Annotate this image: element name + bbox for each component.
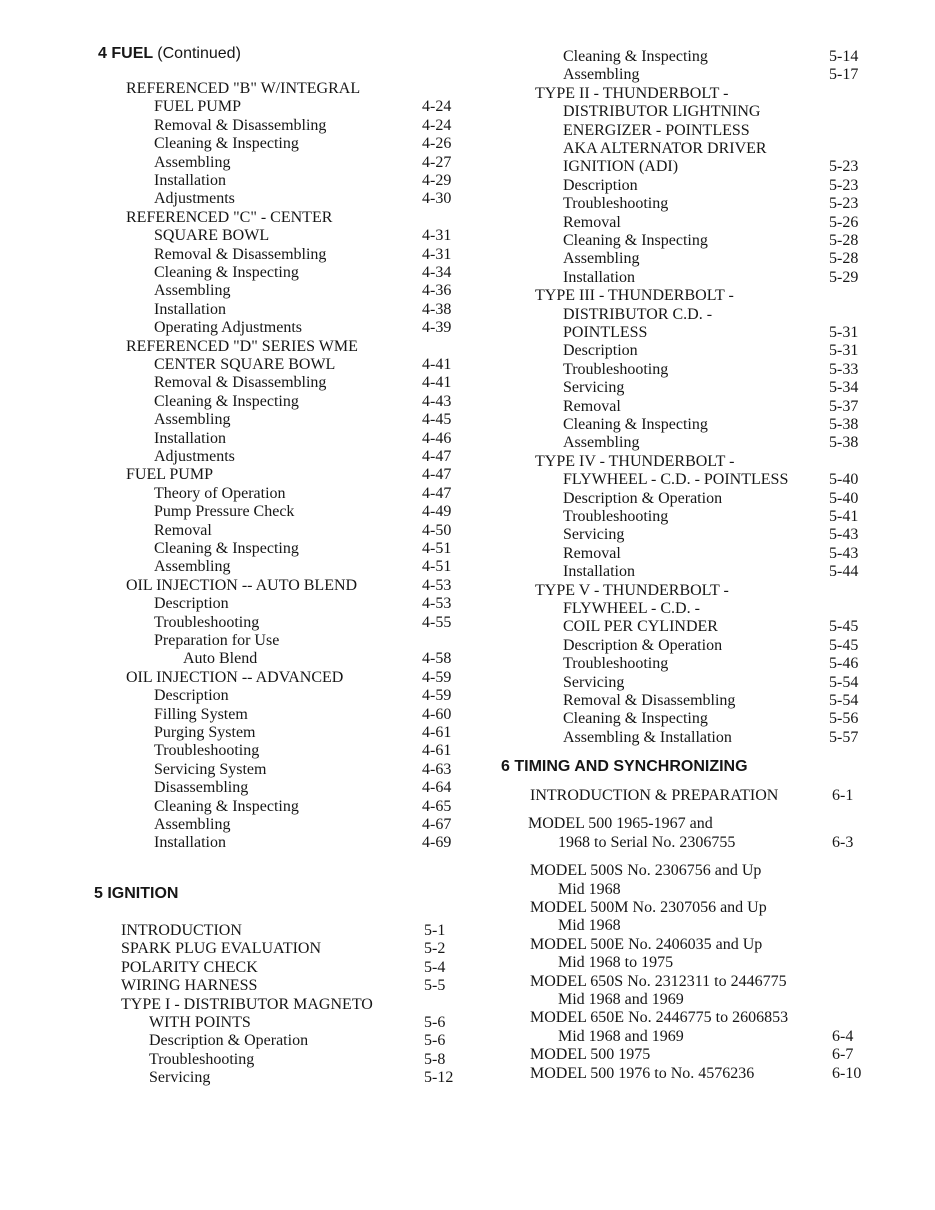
section-number: 4 [98,45,107,62]
toc-entry-text: AKA ALTERNATOR DRIVER [563,140,767,157]
toc-entry-text: Description [154,687,229,705]
toc-entry-page: 5-23 [829,195,859,213]
section-heading-timing [501,758,748,776]
toc-entry-text: Installation [154,172,226,189]
toc-entry-text: Description [154,595,229,613]
toc-entry-page: 5-4 [424,958,446,976]
toc-entry-page: 5-57 [829,728,859,746]
toc-entry-text: TYPE V - THUNDERBOLT - [535,581,729,599]
toc-entry-page: 4-45 [422,411,452,429]
toc-entry-text: INTRODUCTION & PREPARATION [530,787,779,804]
toc-entry-page: 4-31 [422,245,452,263]
toc-entry-text: Removal [563,397,621,415]
toc-entry-page: 4-61 [422,742,452,760]
toc-entry-text: Assembling [154,816,231,833]
toc-entry-text: Cleaning & Inspecting [154,135,299,153]
toc-entry-text: SQUARE BOWL [154,227,270,245]
toc-entry-text: MODEL 500 1976 to No. 4576236 [530,1064,755,1082]
toc-entry-text: Adjustments [154,190,235,208]
toc-entry-page: 5-43 [829,526,859,544]
toc-entry-page: 4-30 [422,190,452,208]
toc-entry-text: Troubleshooting [563,655,669,673]
toc-entry-text: Servicing [149,1069,211,1087]
toc-entry-page: 4-47 [422,448,452,465]
toc-entry-text: OIL INJECTION -- AUTO BLEND [126,576,358,594]
toc-entry-text: Installation [154,429,226,447]
toc-entry-text: MODEL 650S No. 2312311 to 2446775 [530,972,787,990]
toc-entry-page: 5-29 [829,268,859,286]
section-title: IGNITION [107,885,179,902]
toc-entry-page: 4-61 [422,724,452,741]
toc-entry-page: 4-53 [422,595,452,613]
section-continued-note: (Continued) [157,45,241,62]
toc-entry-page: 5-34 [829,379,859,397]
toc-entry-text: ENERGIZER - POINTLESS [563,121,750,139]
toc-entry-page: 5-17 [829,66,859,84]
section-number: 6 [501,758,510,775]
toc-entry-page: 4-60 [422,705,452,723]
toc-entry-text: MODEL 500M No. 2307056 and Up [530,899,767,916]
toc-entry-text: Removal [563,544,621,562]
toc-entry-page: 5-38 [829,416,859,433]
toc-entry-text: Removal [154,521,212,539]
toc-entry-page: 5-40 [829,471,859,489]
toc-entry-page: 4-53 [422,576,452,594]
toc-entry-page: 5-38 [829,434,859,452]
toc-entry-page: 4-41 [422,374,452,392]
toc-entry-text: TYPE I - DISTRIBUTOR MAGNETO [121,995,373,1013]
toc-entry-text: TYPE III - THUNDERBOLT - [535,287,734,305]
toc-entry-page: 4-69 [422,834,452,852]
toc-entry-text: Purging System [154,724,256,741]
toc-entry-text: Installation [563,268,635,286]
toc-entry-page: 4-39 [422,319,452,337]
toc-entry-page: 4-59 [422,687,452,705]
toc-entry-page: 5-28 [829,250,859,268]
toc-entry-text: MODEL 500 1975 [530,1046,651,1064]
toc-entry-page: 5-5 [424,977,446,995]
toc-entry-page: 5-46 [829,655,859,673]
toc-entry-page: 5-23 [829,176,859,194]
toc-entry-text: Assembling [563,66,640,84]
toc-entry-text: Cleaning & Inspecting [154,264,299,281]
toc-entry-text: Description & Operation [563,489,723,507]
toc-entry-text: Mid 1968 [558,917,621,935]
toc-entry-text: CENTER SQUARE BOWL [154,356,336,373]
toc-entry-page: 4-34 [422,264,452,281]
toc-entry-text: Troubleshooting [563,360,669,378]
toc-entry-text: Description [563,176,638,194]
toc-entry-page: 5-54 [829,692,859,709]
toc-entry-page: 5-14 [829,48,859,65]
toc-entry-page: 4-49 [422,503,452,521]
toc-entry-page: 5-56 [829,710,859,728]
toc-entry-text: REFERENCED "D" SERIES WME [126,337,358,355]
toc-entry-text: Description & Operation [563,636,723,654]
toc-entry-page: 5-44 [829,563,859,581]
toc-entry-page: 4-47 [422,466,452,484]
toc-entry-text: FLYWHEEL - C.D. - POINTLESS [563,471,789,489]
toc-entry-text: Operating Adjustments [154,319,302,337]
toc-entry-page: 4-51 [422,558,452,576]
toc-entry-text: Servicing [563,526,625,544]
toc-entry-text: Cleaning & Inspecting [563,710,708,728]
toc-entry-text: Installation [154,300,226,318]
toc-entry-page: 6-4 [832,1027,854,1045]
toc-entry-text: DISTRIBUTOR C.D. - [563,305,713,323]
toc-entry-text: 1968 to Serial No. 2306755 [558,833,736,851]
toc-entry-text: Adjustments [154,448,235,465]
toc-entry-text: Description & Operation [149,1032,309,1050]
toc-entry-text: Mid 1968 and 1969 [558,1027,684,1045]
toc-entry-page: 4-63 [422,760,452,778]
toc-entry-page: 4-51 [422,540,452,557]
toc-entry-text: IGNITION (ADI) [563,158,679,176]
section-title: TIMING AND SYNCHRONIZING [514,758,748,775]
toc-entry-page: 5-37 [829,397,859,415]
toc-entry-text: OIL INJECTION -- ADVANCED [126,668,344,686]
toc-entry-text: Troubleshooting [563,195,669,213]
toc-entry-page: 5-28 [829,232,859,249]
toc-entry-page: 6-1 [832,787,854,804]
toc-entry-text: TYPE IV - THUNDERBOLT - [535,452,735,470]
toc-entry-text: FUEL PUMP [154,98,241,116]
toc-entry-text: Assembling [563,434,640,452]
toc-entry-page: 5-40 [829,489,859,507]
section-heading-fuel [98,45,241,63]
toc-entry-page: 6-3 [832,833,854,851]
toc-entry-page: 5-54 [829,673,859,691]
toc-entry-text: Cleaning & Inspecting [563,48,708,65]
toc-entry-page: 5-45 [829,636,859,654]
toc-entry-text: Cleaning & Inspecting [563,232,708,249]
section-title: FUEL [111,45,153,62]
toc-entry-text: WIRING HARNESS [121,977,258,995]
toc-entry-text: Removal & Disassembling [154,116,327,134]
toc-entry-text: INTRODUCTION [121,922,242,939]
toc-entry-text: Troubleshooting [154,613,260,631]
toc-entry-text: Troubleshooting [149,1050,255,1068]
toc-entry-text: Cleaning & Inspecting [154,540,299,557]
toc-entry-text: Description [563,342,638,360]
toc-entry-text: Mid 1968 to 1975 [558,954,674,972]
toc-entry-text: REFERENCED "B" W/INTEGRAL [126,80,361,97]
toc-entry-text: POLARITY CHECK [121,958,258,976]
toc-entry-page: 5-2 [424,940,446,958]
toc-entry-page: 4-67 [422,816,452,833]
toc-entry-page: 5-43 [829,544,859,562]
toc-entry-text: FUEL PUMP [126,466,213,484]
toc-entry-page: 5-31 [829,342,859,360]
toc-entry-text: MODEL 500 1965-1967 and [528,815,713,833]
toc-entry-text: Cleaning & Inspecting [563,416,708,433]
toc-entry-text: TYPE II - THUNDERBOLT - [535,84,729,102]
toc-entry-text: Assembling [154,411,231,429]
toc-entry-text: Troubleshooting [563,508,669,525]
toc-entry-page: 4-26 [422,135,452,153]
toc-entry-page: 4-24 [422,116,452,134]
toc-entry-page: 4-24 [422,98,452,116]
toc-entry-page: 5-45 [829,618,859,636]
toc-entry-text: Mid 1968 and 1969 [558,991,684,1008]
toc-entry-text: Cleaning & Inspecting [154,797,299,815]
section-number: 5 [94,885,103,902]
toc-entry-page: 5-6 [424,1014,446,1031]
toc-entry-page: 4-58 [422,650,452,668]
toc-entry-page: 5-8 [424,1050,446,1068]
toc-entry-text: WITH POINTS [149,1014,251,1031]
section-heading-ignition [94,885,178,903]
toc-entry-text: MODEL 650E No. 2446775 to 2606853 [530,1009,789,1027]
toc-entry-page: 4-59 [422,668,452,686]
toc-entry-page: 4-50 [422,521,452,539]
toc-entry-page: 4-27 [422,153,452,171]
toc-entry-page: 6-7 [832,1046,854,1064]
toc-entry-text: POINTLESS [563,324,648,341]
toc-entry-page: 5-6 [424,1032,446,1050]
toc-entry-text: Assembling [154,558,231,576]
toc-entry-text: Removal & Disassembling [563,692,736,709]
toc-entry-text: MODEL 500E No. 2406035 and Up [530,935,763,953]
toc-entry-page: 4-29 [422,172,452,189]
toc-entry-page: 4-43 [422,392,452,410]
toc-entry-text: Removal & Disassembling [154,245,327,263]
toc-entry-page: 5-31 [829,324,859,341]
toc-entry-text: Filling System [154,705,248,723]
toc-entry-page: 4-55 [422,613,452,631]
toc-entry-text: Removal [563,213,621,231]
toc-entry-text: Troubleshooting [154,742,260,760]
toc-entry-text: Pump Pressure Check [154,503,295,521]
toc-entry-page: 5-12 [424,1069,454,1087]
toc-entry-text: MODEL 500S No. 2306756 and Up [530,862,762,880]
toc-entry-text: Theory of Operation [154,484,286,502]
toc-entry-page: 5-33 [829,360,859,378]
toc-entry-page: 4-65 [422,797,452,815]
toc-entry-text: Assembling [154,153,231,171]
toc-entry-page: 4-36 [422,282,452,300]
toc-entry-page: 4-31 [422,227,452,245]
toc-entry-text: COIL PER CYLINDER [563,618,718,636]
toc-entry-text: SPARK PLUG EVALUATION [121,940,322,958]
toc-entry-page: 4-41 [422,356,452,373]
toc-entry-text: Installation [154,834,226,852]
toc-entry-text: FLYWHEEL - C.D. - [563,600,700,617]
toc-entry-text: Servicing [563,673,625,691]
toc-entry-page: 4-64 [422,779,452,797]
toc-entry-page: 5-1 [424,922,446,939]
toc-entry-text: DISTRIBUTOR LIGHTNING [563,103,761,121]
toc-entry-page: 5-26 [829,213,859,231]
toc-entry-text: Preparation for Use [154,632,280,649]
toc-entry-text: Servicing System [154,760,267,778]
toc-entry-page: 5-23 [829,158,859,176]
toc-entry-text: Assembling [563,250,640,268]
toc-entry-text: Installation [563,563,635,581]
toc-entry-text: Disassembling [154,779,249,797]
toc-entry-page: 6-10 [832,1064,862,1082]
toc-entry-text: Cleaning & Inspecting [154,392,299,410]
toc-entry-page: 5-41 [829,508,859,525]
toc-entry-text: Mid 1968 [558,880,621,898]
toc-entry-text: REFERENCED "C" - CENTER [126,208,333,226]
toc-entry-text: Servicing [563,379,625,397]
toc-entry-text: Auto Blend [183,650,258,668]
toc-entry-page: 4-46 [422,429,452,447]
toc-entry-text: Assembling & Installation [563,728,732,746]
toc-entry-text: Removal & Disassembling [154,374,327,392]
toc-entry-text: Assembling [154,282,231,300]
toc-entry-page: 4-47 [422,484,452,502]
toc-entry-page: 4-38 [422,300,452,318]
